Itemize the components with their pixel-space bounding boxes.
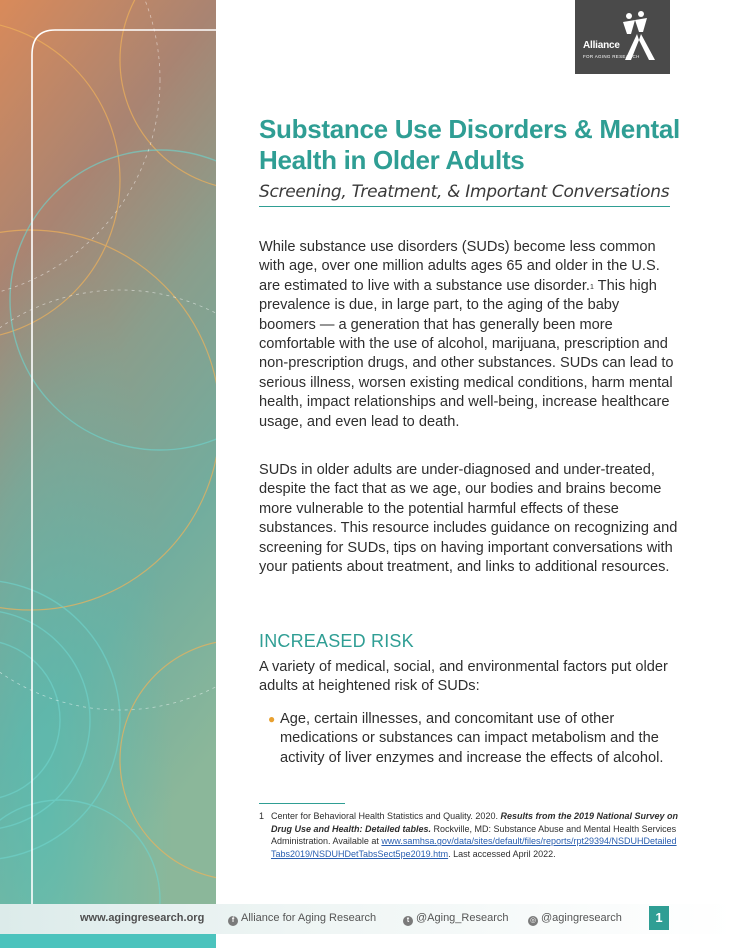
footer-website-link[interactable]: www.agingresearch.org <box>80 912 205 924</box>
footnote-text-c: . Last accessed April 2022. <box>448 848 556 859</box>
intro-text-a: While substance use disorders (SUDs) become less common with age, over one million adults ages 65 and older in the U.S. are estimated to live with a substance use disorder. <box>259 239 660 294</box>
footnote-divider <box>259 803 345 804</box>
facebook-handle: Alliance for Aging Research <box>241 912 377 924</box>
second-paragraph: SUDs in older adults are under-diagnosed and under-treated, despite the fact that as we age, our bodies and brains become more vulnerable to the potential harmful effects of these substances. This resource includes guidance on recognizing and screening for SUDs, tips on having important conversations with your patients about treatment, and links to additional resources. <box>259 462 678 576</box>
intro-text-b: This high prevalence is due, in large part, to the aging of the baby boomers — a generation that has generally been more comfortable with the use of alcohol, marijuana, prescription and non-prescription drugs, and other substances. SUDs can lead to serious illness, worsen existing medical conditions, harm mental health, impact relationships and well-being, increase healthcare usage, and even lead to death. <box>259 277 674 430</box>
logo-name: Alliance <box>583 40 620 51</box>
footer-facebook[interactable] <box>228 912 376 926</box>
footer-accent-bar <box>0 934 216 948</box>
footer-twitter[interactable] <box>403 912 509 926</box>
section-heading: INCREASED RISK <box>259 631 414 651</box>
instagram-icon: ◎ <box>529 917 537 924</box>
decorative-sidebar <box>0 0 216 948</box>
footnote-body <box>271 810 679 860</box>
footer-instagram[interactable] <box>528 912 622 926</box>
sidebar-art <box>0 0 216 948</box>
twitter-icon: t <box>403 916 413 926</box>
bullet-text: Age, certain illnesses, and concomitant use of other medications or substances can impact metabolism and the activity of liver enzymes and increase the effects of alcohol. <box>280 711 664 766</box>
alliance-logo <box>575 0 670 74</box>
page-footer <box>0 904 734 934</box>
page-title: Substance Use Disorders & Mental Health in Older Adults <box>259 114 680 175</box>
footnote-title: Results from the 2019 National Survey on Drug Use and Health: Detailed tables. <box>271 811 679 834</box>
footnote <box>259 810 679 860</box>
page-number: 1 <box>649 906 669 930</box>
footnote-text-a: Center for Behavioral Health Statistics and Quality. 2020. <box>271 811 501 821</box>
list-item <box>268 710 668 768</box>
twitter-handle: @Aging_Research <box>416 912 509 924</box>
instagram-handle: @agingresearch <box>541 912 622 924</box>
intro-paragraph <box>259 238 679 432</box>
footnote-ref[interactable]: 1 <box>589 283 594 291</box>
footnote-text-b: Rockville, MD: Substance Abuse and Mental Health Services Administration. Available at <box>271 823 677 847</box>
footnote-link[interactable]: www.samhsa.gov/data/sites/default/files/reports/rpt29394/NSDUHDetailedTabs2019/NSDUHDetTabsSect5pe2019.htm <box>271 836 677 859</box>
facebook-icon: f <box>228 916 238 926</box>
risk-intro-paragraph: A variety of medical, social, and environmental factors put older adults at heightened risk of SUDs: <box>259 659 668 695</box>
bullet-icon: ● <box>268 712 276 726</box>
page-subtitle: Screening, Treatment, & Important Conversations <box>259 182 670 207</box>
figures-icon <box>575 0 670 74</box>
logo-tagline: FOR AGING RESEARCH <box>583 54 640 59</box>
footnote-number: 1 <box>259 811 265 821</box>
